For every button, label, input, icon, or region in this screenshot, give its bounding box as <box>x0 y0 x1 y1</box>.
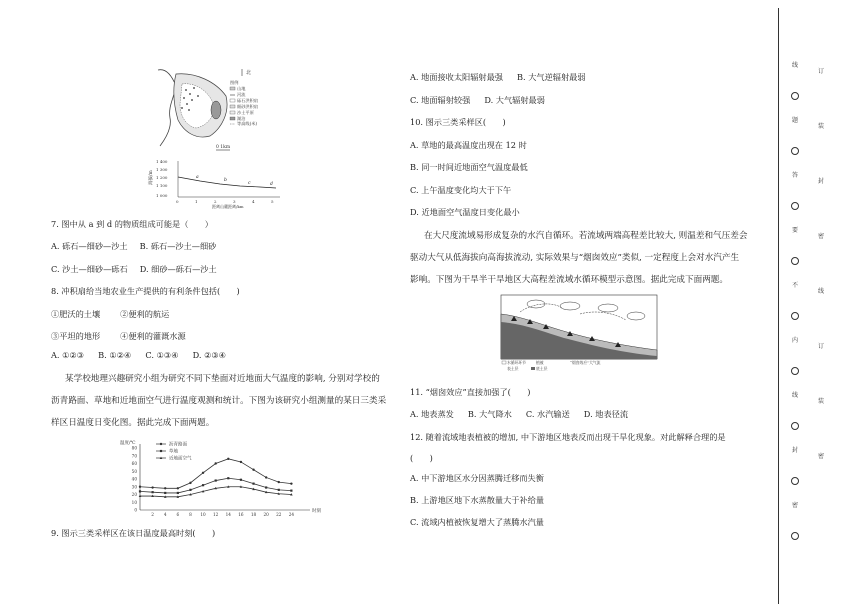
question-9-options-cd[interactable]: C. 地面辐射较强 D. 大气辐射最弱 <box>410 95 545 105</box>
x-axis-label: 时刻 <box>312 509 321 514</box>
svg-text:1: 1 <box>195 199 198 204</box>
data-point <box>164 492 166 494</box>
question-10: 10. 图示三类采样区( ) <box>410 117 506 127</box>
x-tick-label: 20 <box>263 512 269 517</box>
binding-char: 密 <box>818 453 825 460</box>
x-tick-label: 8 <box>189 512 192 517</box>
binding-char: 封 <box>792 447 799 454</box>
svg-text:4: 4 <box>252 199 255 204</box>
svg-text:距离山麓距离/km: 距离山麓距离/km <box>212 204 244 209</box>
binding-hole <box>791 92 799 100</box>
data-point <box>215 479 217 481</box>
svg-text:0: 0 <box>176 199 179 204</box>
passage-1-line-3: 样区日温度日变化图。据此完成下面两题。 <box>51 418 215 428</box>
question-12-option-b[interactable]: B. 上游地区地下水蒸散量大于补给量 <box>410 495 545 505</box>
svg-text:水循环环节: 水循环环节 <box>507 360 526 365</box>
question-11: 11. “烟囱效应”直接加强了( ) <box>410 387 531 397</box>
y-tick-label: 0 <box>134 507 137 513</box>
question-8-items-12: ①肥沃的土壤 ②便利的航运 <box>51 309 170 319</box>
legend-label: 沥青路面 <box>169 442 187 448</box>
question-9-options-ab[interactable]: A. 地面接收太阳辐射最强 B. 大气逆辐射最弱 <box>410 72 586 82</box>
binding-hole <box>791 367 799 375</box>
svg-text:沙土平原: 沙土平原 <box>237 110 254 115</box>
svg-text:表土层: 表土层 <box>507 366 519 371</box>
svg-text:底土层: 底土层 <box>536 366 548 371</box>
svg-text:山地: 山地 <box>237 86 246 91</box>
y-tick-label: 80 <box>131 445 137 451</box>
y-axis-label: 温度/℃ <box>120 441 136 446</box>
legend-marker <box>160 443 162 445</box>
binding-char: 密 <box>818 233 825 240</box>
question-10-option-c[interactable]: C. 上午温度变化均大于下午 <box>410 185 512 195</box>
binding-hole <box>791 202 799 210</box>
y-tick-label: 10 <box>131 499 137 505</box>
question-10-option-b[interactable]: B. 同一时间近地面空气温度最低 <box>410 162 528 172</box>
x-tick-label: 22 <box>276 512 282 517</box>
y-tick-label: 40 <box>131 476 137 482</box>
x-tick-label: 18 <box>250 512 257 517</box>
binding-hole <box>791 477 799 485</box>
data-point <box>151 486 153 488</box>
binding-char: 线 <box>818 288 825 295</box>
y-tick-label: 70 <box>131 453 137 459</box>
data-point <box>240 461 242 463</box>
x-tick-label: 6 <box>176 512 180 517</box>
x-tick-label: 14 <box>225 512 231 517</box>
x-tick-label: 4 <box>163 512 167 517</box>
svg-text:细砂洪积扇: 细砂洪积扇 <box>237 104 258 109</box>
legend-label: 草地 <box>169 449 178 455</box>
data-point <box>139 490 141 492</box>
legend-label: 近地面空气 <box>169 456 192 462</box>
passage-2-line-3: 影响。下图为干旱半干旱地区大高程差流域水循环模型示意图。据此完成下面两题。 <box>410 275 728 285</box>
map-scale: 0 1km <box>216 145 231 150</box>
question-7-options-cd[interactable]: C. 沙土—细砂—砾石 D. 细砂—砾石—沙土 <box>51 264 217 274</box>
x-tick-label: 24 <box>288 512 295 517</box>
data-point <box>189 489 191 491</box>
svg-text:1 400: 1 400 <box>156 159 168 164</box>
data-point <box>252 483 254 485</box>
data-point <box>278 481 280 483</box>
question-8-items-34: ③平坦的地形 ④便利的灌溉水源 <box>51 331 186 341</box>
binding-hole <box>791 312 799 320</box>
binding-char: 订 <box>818 68 825 75</box>
data-point <box>164 487 166 489</box>
data-point <box>177 492 179 494</box>
binding-hole <box>791 422 799 430</box>
question-12-option-c[interactable]: C. 流域内植被恢复增大了蒸腾水汽量 <box>410 517 544 527</box>
binding-char: 装 <box>818 398 825 405</box>
question-11-options[interactable]: A. 地表蒸发 B. 大气降水 C. 水汽输送 D. 地表径流 <box>410 409 629 419</box>
alluvial-fan-map <box>156 66 282 154</box>
passage-1-line-1: 某学校地理兴趣研究小组为研究不同下垫面对近地面大气温度的影响, 分别对学校的 <box>65 374 380 384</box>
binding-line <box>778 8 779 604</box>
data-point <box>177 487 179 489</box>
data-point <box>189 482 191 484</box>
temperature-chart <box>118 440 328 520</box>
svg-text:图例: 图例 <box>230 80 239 85</box>
svg-text:b: b <box>224 178 227 183</box>
water-cycle-diagram <box>500 294 658 372</box>
y-tick-label: 50 <box>131 468 137 474</box>
data-point <box>265 486 267 488</box>
svg-text:砾石洪积扇: 砾石洪积扇 <box>237 98 258 103</box>
binding-char: 封 <box>818 178 825 185</box>
question-8: 8. 冲积扇给当地农业生产提供的有利条件包括( ) <box>51 286 240 296</box>
binding-hole <box>791 532 799 540</box>
data-point <box>252 469 254 471</box>
passage-1-line-2: 沥青路面、草地和近地面空气进行温度观测和统计。下图为该研究小组测量的某日三类采 <box>51 396 387 406</box>
question-12: 12. 随着流域地表植被的增加, 中下游地区地表反而出现干旱化现象。对此解释合理的是 <box>410 432 726 442</box>
binding-hole <box>791 147 799 155</box>
y-tick-label: 20 <box>131 492 137 497</box>
svg-text:“烟囱效应”大气流: “烟囱效应”大气流 <box>570 360 601 365</box>
legend-marker <box>160 450 162 452</box>
x-tick-label: 2 <box>151 512 154 517</box>
data-point <box>227 458 229 460</box>
svg-text:1 000: 1 000 <box>156 193 168 198</box>
y-tick-label: 30 <box>131 484 137 490</box>
data-point <box>290 490 292 492</box>
question-12-option-a[interactable]: A. 中下游地区水分因蒸腾迁移而失衡 <box>410 473 544 483</box>
binding-char: 要 <box>792 227 799 234</box>
binding-char: 线 <box>792 62 799 69</box>
x-tick-label: 16 <box>238 512 244 517</box>
binding-char: 线 <box>792 392 799 399</box>
elevation-profile <box>140 157 290 209</box>
svg-text:1 200: 1 200 <box>156 175 168 180</box>
x-tick-label: 12 <box>213 512 219 517</box>
data-point <box>290 482 292 484</box>
x-tick-label: 10 <box>200 512 206 517</box>
data-point <box>214 462 216 464</box>
svg-text:植被: 植被 <box>536 360 544 365</box>
data-point <box>139 486 141 488</box>
svg-text:1 300: 1 300 <box>156 167 168 172</box>
data-point <box>202 472 204 474</box>
binding-char: 答 <box>792 172 799 179</box>
data-point <box>227 477 229 479</box>
binding-hole <box>791 257 799 265</box>
passage-2-line-2: 驱动大气从低海拔向高海拔流动, 实际效果与“烟囱效应”类似, 一定程度上会对水汽产生 <box>410 253 740 263</box>
svg-text:等高线(米): 等高线(米) <box>237 121 258 126</box>
data-point <box>265 476 267 478</box>
data-point <box>152 491 154 493</box>
svg-text:d: d <box>270 182 273 187</box>
binding-char: 不 <box>792 282 799 289</box>
question-10-option-a[interactable]: A. 草地的最高温度出现在 12 时 <box>410 140 527 150</box>
svg-text:5: 5 <box>271 199 274 204</box>
svg-text:河流: 河流 <box>237 92 246 97</box>
question-7-options-ab[interactable]: A. 砾石—细砂—沙土 B. 砾石—沙土—细砂 <box>51 241 217 251</box>
data-point <box>278 489 280 491</box>
data-point <box>202 484 204 486</box>
binding-char: 装 <box>818 123 825 130</box>
question-8-options[interactable]: A. ①②③ B. ①②④ C. ①③④ D. ②③④ <box>51 350 227 360</box>
svg-text:2: 2 <box>214 199 217 204</box>
passage-2-line-1: 在大尺度流域易形成复杂的水汽自循环。若流域两端高程差比较大, 则温差和气压差会 <box>424 231 748 241</box>
data-point <box>240 479 242 481</box>
question-9: 9. 图示三类采样区在该日温度最高时刻( ) <box>51 528 216 538</box>
binding-char: 题 <box>792 117 799 124</box>
binding-char: 订 <box>818 343 825 350</box>
question-7: 7. 图中从 a 到 d 的物质组成可能是（ ） <box>51 219 213 229</box>
svg-text:3: 3 <box>233 199 236 204</box>
svg-text:海拔/m: 海拔/m <box>149 170 154 185</box>
question-12-paren: ( ) <box>410 453 433 463</box>
question-10-option-d[interactable]: D. 近地面空气温度日变化最小 <box>410 207 520 217</box>
binding-char: 内 <box>792 337 799 344</box>
svg-text:a: a <box>196 175 199 180</box>
map-north-label: 北 <box>246 70 252 76</box>
svg-text:1 100: 1 100 <box>156 183 168 188</box>
y-tick-label: 60 <box>131 461 137 466</box>
svg-text:湖泊: 湖泊 <box>237 116 246 121</box>
svg-text:c: c <box>248 181 251 186</box>
binding-char: 密 <box>792 502 799 509</box>
